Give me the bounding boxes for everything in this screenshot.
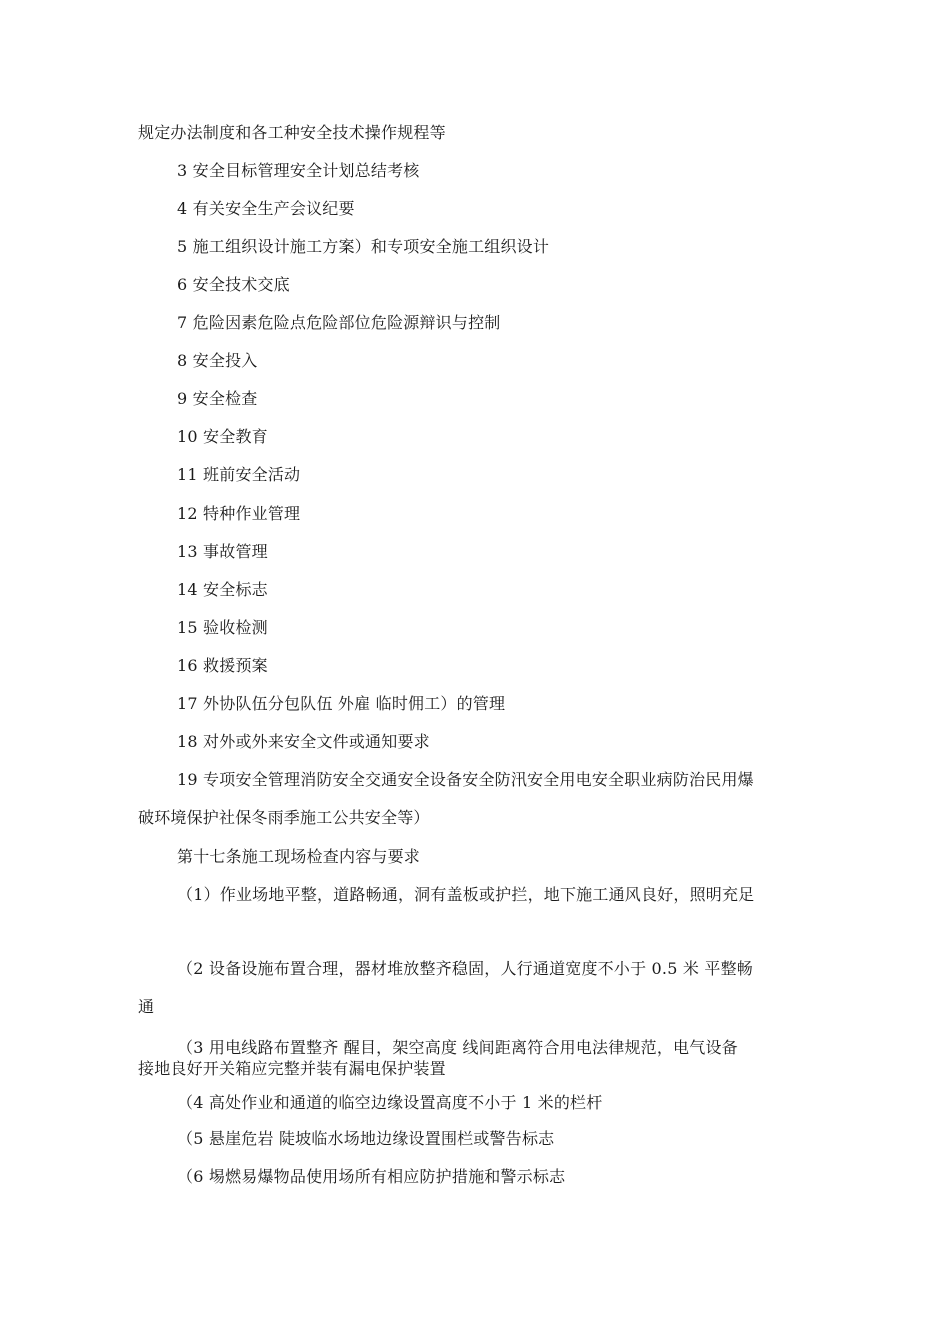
list-item: 14 安全标志 (177, 580, 268, 599)
list-item: 6 安全技术交底 (177, 275, 290, 294)
list-item: 5 施工组织设计施工方案）和专项安全施工组织设计 (177, 237, 550, 256)
text-line: （3 用电线路布置整齐 醒目，架空高度 线间距离符合用电法律规范，电气设备 (177, 1038, 738, 1057)
section-heading: 第十七条施工现场检查内容与要求 (177, 847, 421, 866)
list-item: 11 班前安全活动 (177, 465, 301, 484)
list-item: 3 安全目标管理安全计划总结考核 (177, 161, 420, 180)
list-item: 19 专项安全管理消防安全交通安全设备安全防汛安全用电安全职业病防治民用爆 (177, 770, 754, 789)
text-line: 通 (138, 997, 155, 1016)
list-item: 15 验收检测 (177, 618, 268, 637)
text-line: （2 设备设施布置合理，器材堆放整齐稳固，人行通道宽度不小于 0.5 米 平整畅 (177, 959, 753, 978)
list-item: 18 对外或外来安全文件或通知要求 (177, 732, 430, 751)
list-item: 17 外协队伍分包队伍 外雇 临时佣工）的管理 (177, 694, 506, 713)
text-line: （4 高处作业和通道的临空边缘设置高度不小于 1 米的栏杆 (177, 1093, 603, 1112)
list-item: 8 安全投入 (177, 351, 258, 370)
text-line: （6 埸燃易爆物品使用场所有相应防护措施和警示标志 (177, 1167, 566, 1186)
text-line: （5 悬崖危岩 陡坡临水场地边缘设置围栏或警告标志 (177, 1129, 555, 1148)
list-item: 16 救援预案 (177, 656, 268, 675)
text-line: 破环境保护社保冬雨季施工公共安全等） (138, 808, 430, 827)
list-item: 4 有关安全生产会议纪要 (177, 199, 355, 218)
list-item: 7 危险因素危险点危险部位危险源辩识与控制 (177, 313, 501, 332)
text-line: （1）作业场地平整，道路畅通，洞有盖板或护拦，地下施工通风良好，照明充足 (177, 885, 755, 904)
list-item: 13 事故管理 (177, 542, 268, 561)
list-item: 10 安全教育 (177, 427, 268, 446)
text-line: 接地良好开关箱应完整并装有漏电保护装置 (138, 1059, 446, 1078)
text-line: 规定办法制度和各工种安全技术操作规程等 (138, 123, 446, 142)
list-item: 9 安全检查 (177, 389, 258, 408)
list-item: 12 特种作业管理 (177, 504, 301, 523)
